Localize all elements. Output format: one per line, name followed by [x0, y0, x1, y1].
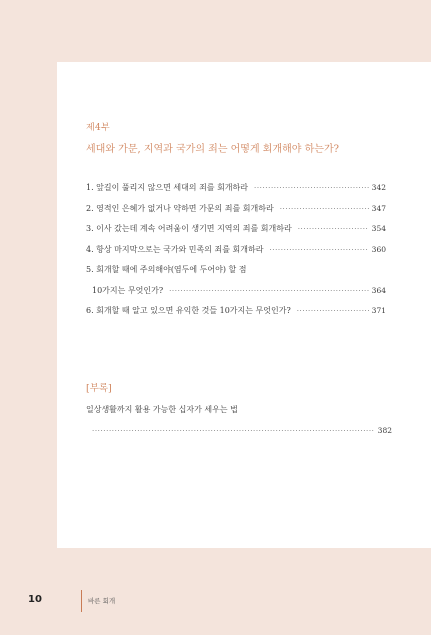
leader-dots [269, 246, 368, 254]
table-of-contents [86, 182, 386, 326]
toc-entry-5-continued[interactable] [86, 285, 386, 306]
leader-dots [280, 205, 369, 213]
leader-dots [92, 427, 375, 435]
toc-entry-page: 347 [371, 203, 386, 213]
part-label: 제4부 [86, 123, 111, 133]
toc-entry-page: 371 [371, 306, 386, 315]
toc-entry-page: 360 [371, 244, 386, 254]
part-title: 세대와 가문, 지역과 국가의 죄는 어떻게 회개해야 하는가? [86, 144, 339, 155]
content-page [57, 62, 431, 548]
leader-dots [298, 225, 369, 233]
toc-entry-1[interactable] [86, 182, 386, 203]
toc-entry-title: 6. 회개할 때 알고 있으면 유익한 것들 10가지는 무엇인가? [86, 306, 291, 315]
toc-entry-5[interactable] [86, 264, 386, 285]
toc-entry-4[interactable] [86, 244, 386, 265]
page-number: 10 [28, 594, 42, 605]
leader-dots [169, 287, 369, 295]
appendix-entry[interactable] [86, 426, 392, 435]
appendix-title[interactable]: 일상생활까지 활용 가능한 십자가 세우는 법 [86, 405, 238, 414]
appendix-page: 382 [377, 426, 392, 435]
toc-entry-title: 3. 이사 갔는데 계속 어려움이 생기면 지역의 죄를 회개하라 [86, 224, 292, 233]
toc-entry-page: 354 [371, 224, 386, 233]
toc-entry-title: 10가지는 무엇인가? [92, 285, 164, 295]
toc-entry-page: 342 [371, 183, 386, 192]
toc-entry-title: 4. 항상 마지막으로는 국가와 민족의 죄를 회개하라 [86, 244, 264, 254]
leader-dots [297, 307, 369, 315]
appendix-label: [부록] [86, 383, 112, 394]
footer-divider [81, 590, 82, 612]
toc-entry-3[interactable] [86, 223, 386, 244]
toc-entry-title: 2. 영적인 은혜가 없거나 약하면 가문의 죄를 회개하라 [86, 203, 274, 213]
toc-entry-2[interactable] [86, 203, 386, 224]
toc-entry-title: 5. 회개할 때에 주의해야(염두에 두어야) 할 점 [86, 265, 247, 274]
running-title: 바른 회개 [88, 597, 116, 605]
toc-entry-title: 1. 앞길이 풀리지 않으면 세대의 죄를 회개하라 [86, 183, 248, 192]
toc-entry-page: 364 [371, 285, 386, 295]
leader-dots [254, 184, 369, 192]
toc-entry-6[interactable] [86, 305, 386, 326]
